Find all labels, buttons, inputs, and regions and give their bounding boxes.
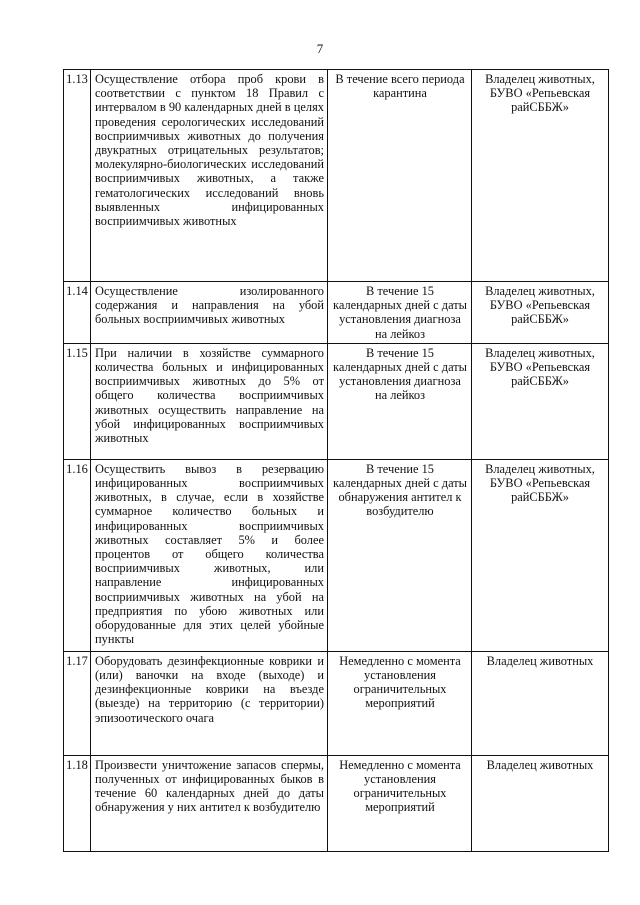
row-number: 1.13: [64, 70, 91, 282]
row-number: 1.15: [64, 343, 91, 459]
table-row: [64, 343, 609, 459]
measure-text: При наличии в хозяйстве суммарного количества больных и инфицированных восприимчивых животных до 5% от общего количества восприимчивых животных осуществить направление на убой инфицированных восприимчивых животных: [91, 343, 328, 459]
term-text: В течение 15 календарных дней с даты обнаружения антител к возбудителю: [328, 459, 472, 651]
responsible-text: Владелец животных, БУВО «Репьевская райСББЖ»: [472, 70, 609, 282]
term-text: В течение 15 календарных дней с даты установления диагноза на лейкоз: [328, 343, 472, 459]
responsible-text: Владелец животных, БУВО «Репьевская райСББЖ»: [472, 459, 609, 651]
responsible-text: Владелец животных, БУВО «Репьевская райСББЖ»: [472, 282, 609, 344]
table-row: [64, 459, 609, 651]
table-row: [64, 755, 609, 851]
responsible-text: Владелец животных, БУВО «Репьевская райСББЖ»: [472, 343, 609, 459]
responsible-text: Владелец животных: [472, 755, 609, 851]
term-text: В течение 15 календарных дней с даты установления диагноза на лейкоз: [328, 282, 472, 344]
responsible-text: Владелец животных: [472, 651, 609, 755]
term-text: Немедленно с момента установления ограничительных мероприятий: [328, 651, 472, 755]
term-text: Немедленно с момента установления ограничительных мероприятий: [328, 755, 472, 851]
measure-text: Осуществление отбора проб крови в соответствии с пунктом 18 Правил с интервалом в 90 календарных дней в целях проведения серологических исследований восприимчивых животных до получения двукратных отрицательных результатов; молекулярно-биологических исследований восприимчивых животных, а также гематологических исследований вновь выявленных инфицированных восприимчивых животных: [91, 70, 328, 282]
measure-text: Осуществить вывоз в резервацию инфицированных восприимчивых животных, в случае, если в хозяйстве суммарное количество больных и инфицированных восприимчивых животных составляет 5% и более процентов от общего количества восприимчивых животных, или направление инфицированных восприимчивых животных на убой на предприятия по убою животных или оборудованные для этих целей убойные пункты: [91, 459, 328, 651]
measure-text: Осуществление изолированного содержания и направления на убой больных восприимчивых животных: [91, 282, 328, 344]
row-number: 1.18: [64, 755, 91, 851]
row-number: 1.16: [64, 459, 91, 651]
page-number: 7: [316, 41, 324, 56]
table-row: [64, 70, 609, 282]
table-row: [64, 651, 609, 755]
measures-table: [63, 69, 609, 852]
measure-text: Оборудовать дезинфекционные коврики и (или) ваночки на входе (выходе) и дезинфекционные коврики на въезде (выезде) на территорию (с территории) эпизоотического очага: [91, 651, 328, 755]
measure-text: Произвести уничтожение запасов спермы, полученных от инфицированных быков в течение 60 календарных дней до даты обнаружения у них антител к возбудителю: [91, 755, 328, 851]
table-row: [64, 282, 609, 344]
row-number: 1.14: [64, 282, 91, 344]
row-number: 1.17: [64, 651, 91, 755]
term-text: В течение всего периода карантина: [328, 70, 472, 282]
